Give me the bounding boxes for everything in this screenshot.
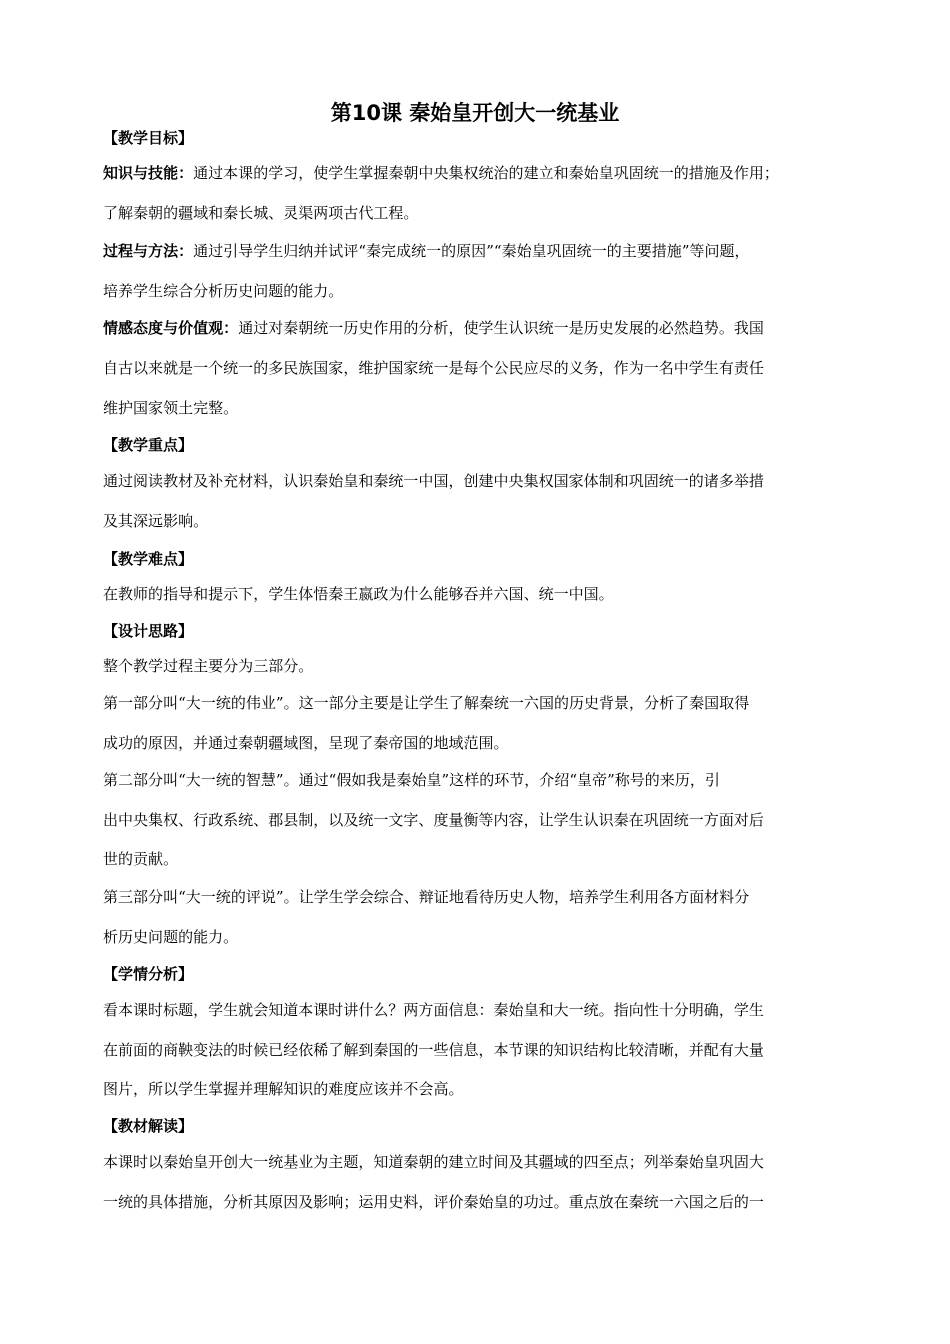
design-line-7: 第三部分叫“大一统的评说”。让学生学会综合、辩证地看待历史人物，培养学生利用各方面材料分: [103, 888, 750, 906]
process-label: 过程与方法：: [103, 242, 194, 260]
paragraph-knowledge-line-1: [103, 163, 779, 183]
knowledge-label: 知识与技能：: [103, 164, 194, 182]
paragraph-knowledge-line-2: 了解秦朝的疆域和秦长城、灵渠两项古代工程。: [103, 204, 419, 222]
design-line-8: 析历史问题的能力。: [103, 928, 239, 946]
section-heading-design: 【设计思路】: [103, 622, 194, 640]
emotion-label: 情感态度与价值观：: [103, 319, 239, 337]
paragraph-process-line-2: 培养学生综合分析历史问题的能力。: [103, 282, 344, 300]
difficulties-line-1: 在教师的指导和提示下，学生体悟秦王嬴政为什么能够吞并六国、统一中国。: [103, 585, 614, 603]
analysis-line-3: 图片，所以学生掌握并理解知识的难度应该并不会高。: [103, 1080, 464, 1098]
analysis-line-1: 看本课时标题，学生就会知道本课时讲什么？两方面信息：秦始皇和大一统。指向性十分明确，学生: [103, 1001, 764, 1019]
paragraph-process-line-1: [103, 241, 750, 261]
paragraph-emotion-line-1: [103, 318, 764, 338]
design-line-6: 世的贡献。: [103, 850, 179, 868]
key-points-line-1: 通过阅读教材及补充材料，认识秦始皇和秦统一中国，创建中央集权国家体制和巩固统一的诸多举措: [103, 472, 764, 490]
section-heading-key-points: 【教学重点】: [103, 436, 194, 454]
design-line-3: 成功的原因，并通过秦朝疆域图，呈现了秦帝国的地域范围。: [103, 734, 509, 752]
section-heading-objectives: 【教学目标】: [103, 129, 194, 147]
design-line-2: 第一部分叫“大一统的伟业”。这一部分主要是让学生了解秦统一六国的历史背景，分析了秦国取得: [103, 694, 750, 712]
paragraph-emotion-line-2: 自古以来就是一个统一的多民族国家，维护国家统一是每个公民应尽的义务，作为一名中学生有责任: [103, 359, 764, 377]
design-line-5: 出中央集权、行政系统、郡县制，以及统一文字、度量衡等内容，让学生认识秦在巩固统一方面对后: [103, 811, 764, 829]
section-heading-analysis: 【学情分析】: [103, 965, 194, 983]
section-heading-textbook: 【教材解读】: [103, 1117, 194, 1135]
section-heading-difficulties: 【教学难点】: [103, 550, 194, 568]
emotion-text-1: 通过对秦朝统一历史作用的分析，使学生认识统一是历史发展的必然趋势。我国: [238, 319, 764, 337]
process-text-1: 通过引导学生归纳并试评“秦完成统一的原因”“秦始皇巩固统一的主要措施”等问题，: [193, 242, 750, 260]
paragraph-emotion-line-3: 维护国家领土完整。: [103, 399, 239, 417]
design-line-4: 第二部分叫“大一统的智慧”。通过“假如我是秦始皇”这样的环节，介绍“皇帝”称号的来历，引: [103, 771, 720, 789]
key-points-line-2: 及其深远影响。: [103, 512, 209, 530]
textbook-line-2: 一统的具体措施，分析其原因及影响；运用史料，评价秦始皇的功过。重点放在秦统一六国之后的一: [103, 1193, 764, 1211]
analysis-line-2: 在前面的商鞅变法的时候已经依稀了解到秦国的一些信息，本节课的知识结构比较清晰，并配有大量: [103, 1041, 764, 1059]
textbook-line-1: 本课时以秦始皇开创大一统基业为主题，知道秦朝的建立时间及其疆域的四至点；列举秦始皇巩固大: [103, 1153, 764, 1171]
design-line-1: 整个教学过程主要分为三部分。: [103, 657, 314, 675]
page-title: 第10课 秦始皇开创大一统基业: [330, 101, 620, 125]
knowledge-text-1: 通过本课的学习，使学生掌握秦朝中央集权统治的建立和秦始皇巩固统一的措施及作用；: [193, 164, 779, 182]
